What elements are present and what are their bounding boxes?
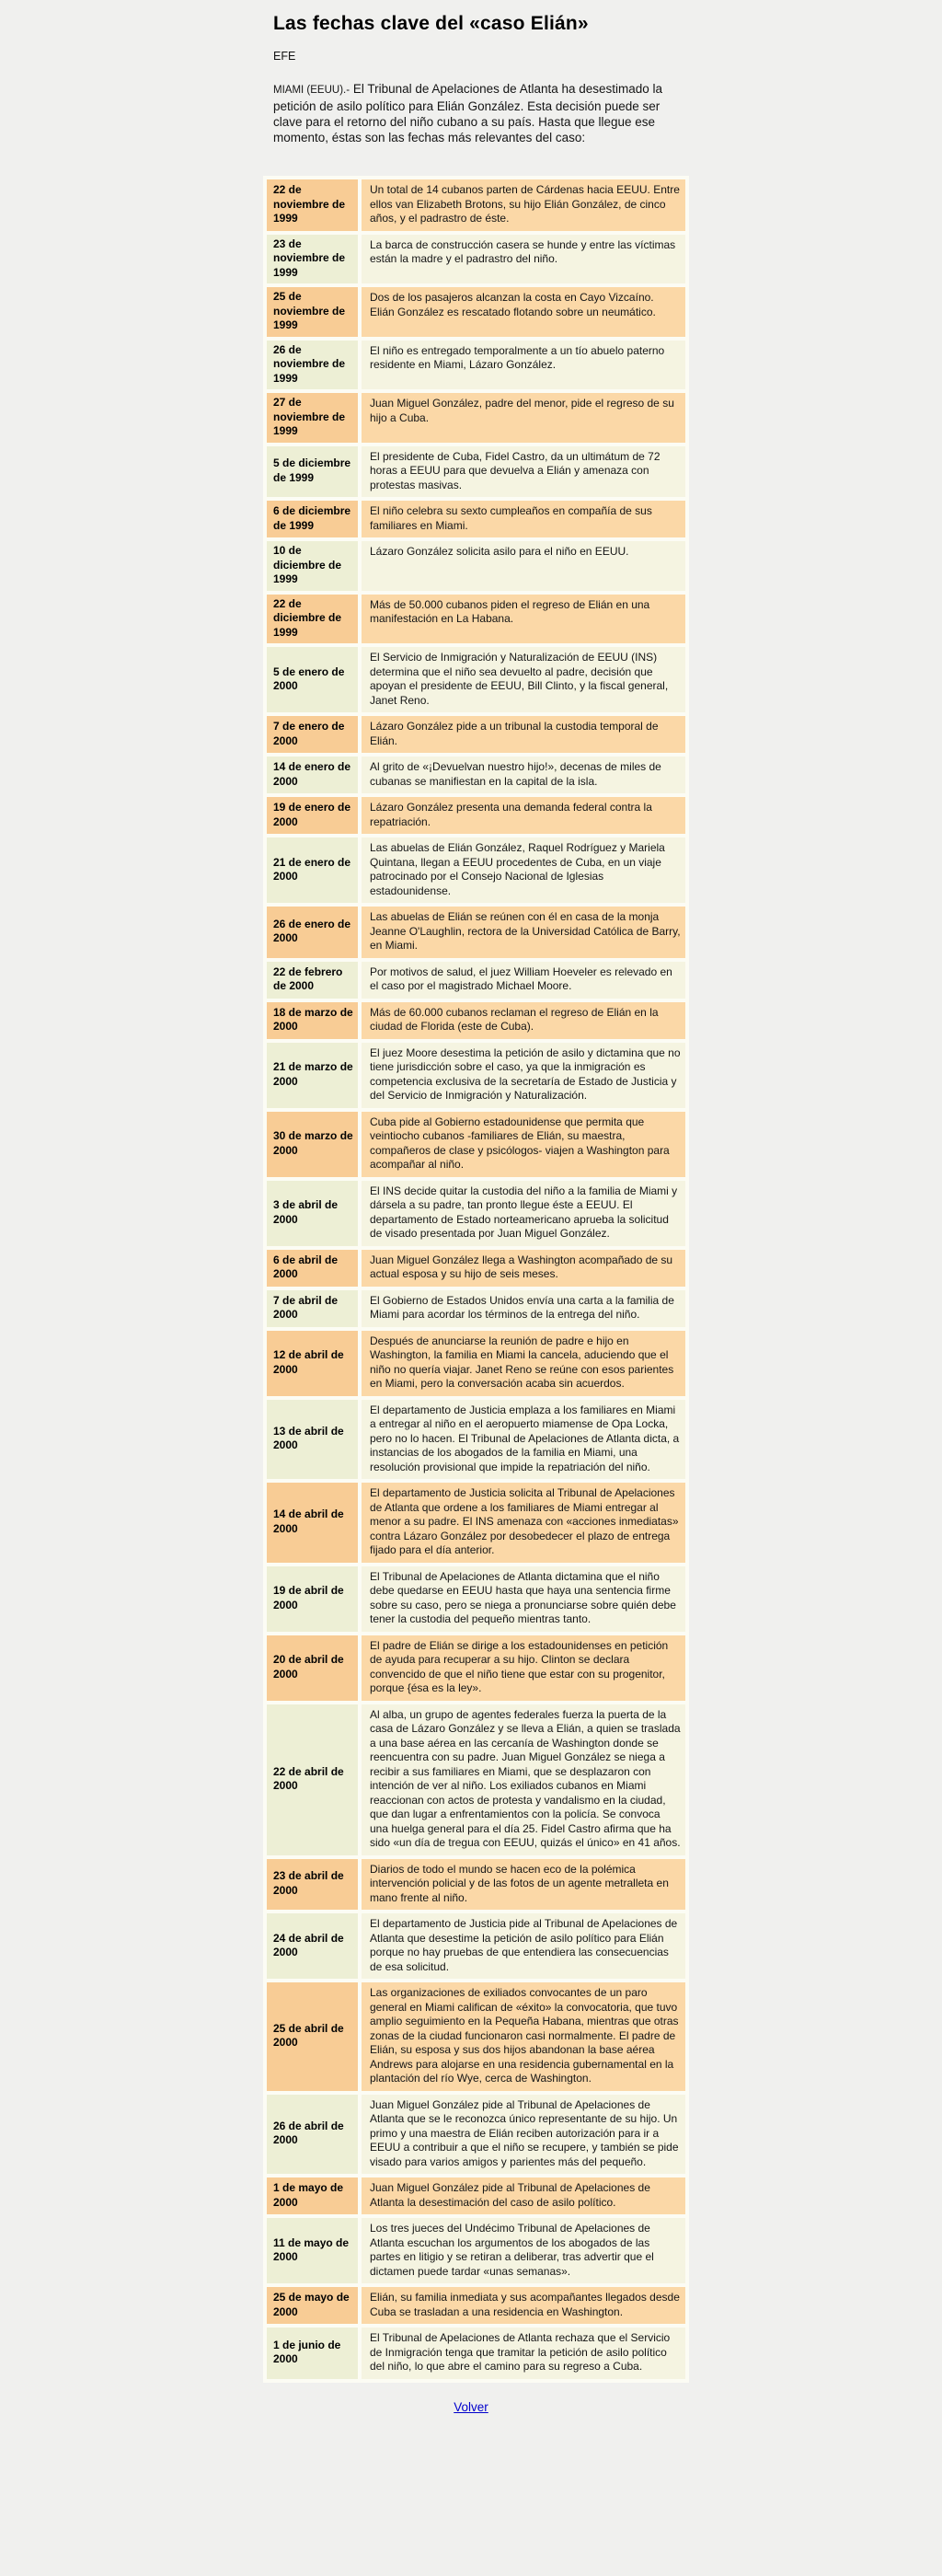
date-cell: 12 de abril de 2000	[267, 1331, 358, 1396]
table-row	[267, 1002, 685, 1039]
date-cell: 22 de noviembre de 1999	[267, 179, 358, 231]
table-row	[267, 716, 685, 753]
event-cell: El departamento de Justicia solicita al Tribunal de Apelaciones de Atlanta que ordene a los familiares de Miami entregar al menor a su padre. El INS amenaza con «acciones inmediatas» contra Lázaro González por desobedecer el plazo de entrega fijado para el día anterior.	[362, 1483, 685, 1563]
table-row	[267, 2287, 685, 2324]
event-cell: Diarios de todo el mundo se hacen eco de la polémica intervención policial y de las fotos de un agente metralleta en mano frente al niño.	[362, 1859, 685, 1911]
table-row	[267, 757, 685, 793]
byline: EFE	[273, 50, 296, 63]
date-cell: 19 de abril de 2000	[267, 1566, 358, 1632]
date-cell: 30 de marzo de 2000	[267, 1112, 358, 1177]
event-cell: El departamento de Justicia emplaza a los familiares en Miami a entregar al niño en el aeropuerto miamense de Opa Locka, pero no lo hacen. El Tribunal de Apelaciones de Atlanta dicta, a instancias de los abogados de la familia en Miami, una resolución provisional que impide la repatriación del niño.	[362, 1400, 685, 1480]
event-cell: El Servicio de Inmigración y Naturalización de EEUU (INS) determina que el niño sea devuelto al padre, decisión que apoyan el presidente de EEUU, Bill Clinto, y la fiscal general, Janet Reno.	[362, 647, 685, 712]
event-cell: Las abuelas de Elián se reúnen con él en casa de la monja Jeanne O'Laughlin, rectora de la Universidad Católica de Barry, en Miami.	[362, 907, 685, 958]
table-row	[267, 1043, 685, 1108]
date-cell: 26 de abril de 2000	[267, 2095, 358, 2175]
event-cell: Juan Miguel González, padre del menor, pide el regreso de su hijo a Cuba.	[362, 393, 685, 443]
event-cell: El INS decide quitar la custodia del niño a la familia de Miami y dársela a su padre, tan pronto llegue éste a EEUU. El departamento de Estado norteamericano aprueba la solicitud de visado presentada por Juan Miguel González.	[362, 1181, 685, 1246]
table-row	[267, 179, 685, 231]
table-row	[267, 393, 685, 443]
table-row	[267, 907, 685, 958]
table-row	[267, 501, 685, 537]
date-cell: 26 de noviembre de 1999	[267, 341, 358, 390]
event-cell: Más de 50.000 cubanos piden el regreso de Elián en una manifestación en La Habana.	[362, 595, 685, 644]
table-row	[267, 1250, 685, 1287]
date-cell: 25 de noviembre de 1999	[267, 287, 358, 337]
table-row	[267, 235, 685, 284]
timeline-body	[267, 179, 685, 2379]
event-cell: Juan Miguel González pide al Tribunal de Apelaciones de Atlanta la desestimación del caso de asilo político.	[362, 2177, 685, 2214]
table-row	[267, 2095, 685, 2175]
dateline: MIAMI (EEUU).-	[273, 85, 350, 96]
date-cell: 3 de abril de 2000	[267, 1181, 358, 1246]
table-row	[267, 962, 685, 999]
date-cell: 7 de enero de 2000	[267, 716, 358, 753]
date-cell: 13 de abril de 2000	[267, 1400, 358, 1480]
date-cell: 1 de junio de 2000	[267, 2328, 358, 2379]
table-row	[267, 1982, 685, 2091]
event-cell: El Gobierno de Estados Unidos envía una carta a la familia de Miami para acordar los términos de la entrega del niño.	[362, 1290, 685, 1327]
intro-text: El Tribunal de Apelaciones de Atlanta ha desestimado la petición de asilo político para Elián González. Esta decisión puede ser clave para el retorno del niño cubano a su país. Hasta que llegue ese momento, éstas son las fechas más relevantes del caso:	[273, 82, 663, 144]
event-cell: Las organizaciones de exiliados convocantes de un paro general en Miami califican de «éxito» la convocatoria, que tuvo amplio seguimiento en la Pequeña Habana, mientras que otras zonas de la ciudad funcionaron casi normalmente. El padre de Elián, su esposa y sus dos hijos abandonan la base aérea Andrews para alojarse en una residencia gubernamental en la plantación del río Wye, cerca de Washington.	[362, 1982, 685, 2091]
event-cell: Al alba, un grupo de agentes federales fuerza la puerta de la casa de Lázaro González y se lleva a Elián, a quien se traslada a una base aérea en las cercanía de Washington donde se reencuentra con su padre. Juan Miguel González se niega a recibir a sus familiares en Miami, que se desplazaron con intención de ver al niño. Los exiliados cubanos en Miami reaccionan con actos de protesta y vandalismo en la ciudad, que dan lugar a enfrentamientos con la policía. Se convoca una huelga general para el día 25. Fidel Castro afirma que ha sido «un día de tregua con EEUU, quizás el único» en 41 años.	[362, 1704, 685, 1855]
table-row	[267, 837, 685, 903]
date-cell: 25 de abril de 2000	[267, 1982, 358, 2091]
table-row	[267, 287, 685, 337]
article-page	[258, 13, 684, 2438]
table-row	[267, 1859, 685, 1911]
event-cell: Lázaro González solicita asilo para el niño en EEUU.	[362, 541, 685, 591]
date-cell: 22 de abril de 2000	[267, 1704, 358, 1855]
table-row	[267, 1566, 685, 1632]
event-cell: Un total de 14 cubanos parten de Cárdenas hacia EEUU. Entre ellos van Elizabeth Brotons, su hijo Elián González, de cinco años, y el padrastro de éste.	[362, 179, 685, 231]
event-cell: Lázaro González pide a un tribunal la custodia temporal de Elián.	[362, 716, 685, 753]
table-row	[267, 1913, 685, 1979]
table-row	[267, 1112, 685, 1177]
date-cell: 27 de noviembre de 1999	[267, 393, 358, 443]
date-cell: 19 de enero de 2000	[267, 797, 358, 834]
date-cell: 20 de abril de 2000	[267, 1635, 358, 1701]
table-row	[267, 2328, 685, 2379]
table-row	[267, 446, 685, 498]
table-row	[267, 1331, 685, 1396]
event-cell: El departamento de Justicia pide al Tribunal de Apelaciones de Atlanta que desestime la petición de asilo político para Elián porque no hay pruebas de que entendiera las consecuencias de esa solicitud.	[362, 1913, 685, 1979]
footer	[258, 2399, 684, 2416]
date-cell: 22 de diciembre de 1999	[267, 595, 358, 644]
date-cell: 14 de enero de 2000	[267, 757, 358, 793]
event-cell: El padre de Elián se dirige a los estadounidenses en petición de ayuda para recuperar a su hijo. Clinton se declara convencido de que el niño tiene que estar con su progenitor, porque {ésa es la ley».	[362, 1635, 685, 1701]
event-cell: Dos de los pasajeros alcanzan la costa en Cayo Vizcaíno. Elián González es rescatado flotando sobre un neumático.	[362, 287, 685, 337]
event-cell: Juan Miguel González llega a Washington acompañado de su actual esposa y su hijo de seis meses.	[362, 1250, 685, 1287]
event-cell: Cuba pide al Gobierno estadounidense que permita que veintiocho cubanos -familiares de Elián, su maestra, compañeros de clase y psicólogos- viajen a Washington para acompañar al niño.	[362, 1112, 685, 1177]
date-cell: 24 de abril de 2000	[267, 1913, 358, 1979]
date-cell: 5 de diciembre de 1999	[267, 446, 358, 498]
date-cell: 1 de mayo de 2000	[267, 2177, 358, 2214]
event-cell: Después de anunciarse la reunión de padre e hijo en Washington, la familia en Miami la cancela, aduciendo que el niño no quería viajar. Janet Reno se reúne con esos parientes en Miami, pero la conversación acaba sin acuerdos.	[362, 1331, 685, 1396]
table-row	[267, 541, 685, 591]
date-cell: 21 de enero de 2000	[267, 837, 358, 903]
table-row	[267, 647, 685, 712]
table-row	[267, 1181, 685, 1246]
date-cell: 18 de marzo de 2000	[267, 1002, 358, 1039]
table-row	[267, 1400, 685, 1480]
date-cell: 26 de enero de 2000	[267, 907, 358, 958]
event-cell: Lázaro González presenta una demanda federal contra la repatriación.	[362, 797, 685, 834]
date-cell: 6 de abril de 2000	[267, 1250, 358, 1287]
table-row	[267, 2218, 685, 2283]
table-row	[267, 2177, 685, 2214]
date-cell: 22 de febrero de 2000	[267, 962, 358, 999]
page-title: Las fechas clave del «caso Elián»	[273, 13, 589, 34]
event-cell: Los tres jueces del Undécimo Tribunal de Apelaciones de Atlanta escuchan los argumentos de los abogados de las partes en litigio y se retiran a deliberar, tras advertir que el dictamen puede tardar «unas semanas».	[362, 2218, 685, 2283]
event-cell: Las abuelas de Elián González, Raquel Rodríguez y Mariela Quintana, llegan a EEUU procedentes de Cuba, en un viaje patrocinado por el Consejo Nacional de Iglesias estadounidense.	[362, 837, 685, 903]
event-cell: El Tribunal de Apelaciones de Atlanta rechaza que el Servicio de Inmigración tenga que tramitar la petición de asilo político del niño, lo que abre el camino para su regreso a Cuba.	[362, 2328, 685, 2379]
event-cell: La barca de construcción casera se hunde y entre las víctimas están la madre y el padrastro del niño.	[362, 235, 685, 284]
table-row	[267, 1704, 685, 1855]
table-row	[267, 1290, 685, 1327]
event-cell: El juez Moore desestima la petición de asilo y dictamina que no tiene jurisdicción sobre el caso, ya que la inmigración es competencia exclusiva de la secretaría de Estado de Justicia y del Servicio de Inmigración y Naturalización.	[362, 1043, 685, 1108]
date-cell: 10 de diciembre de 1999	[267, 541, 358, 591]
table-row	[267, 797, 685, 834]
table-row	[267, 341, 685, 390]
table-row	[267, 1635, 685, 1701]
date-cell: 23 de noviembre de 1999	[267, 235, 358, 284]
event-cell: Por motivos de salud, el juez William Hoeveler es relevado en el caso por el magistrado Michael Moore.	[362, 962, 685, 999]
timeline-table	[263, 176, 689, 2383]
event-cell: El Tribunal de Apelaciones de Atlanta dictamina que el niño debe quedarse en EEUU hasta que haya una sentencia firme sobre su caso, pero se niega a pronunciarse sobre quién debe tener la custodia del pequeño mientras tanto.	[362, 1566, 685, 1632]
date-cell: 6 de diciembre de 1999	[267, 501, 358, 537]
table-row	[267, 595, 685, 644]
volver-link[interactable]: Volver	[454, 2399, 488, 2414]
date-cell: 5 de enero de 2000	[267, 647, 358, 712]
date-cell: 11 de mayo de 2000	[267, 2218, 358, 2283]
event-cell: Juan Miguel González pide al Tribunal de Apelaciones de Atlanta que se le reconozca único representante de su hijo. Un primo y una maestra de Elián reciben autorización para ir a EEUU a contribuir a que el niño se recupere, y también se pide visado para varios amigos y parientes más del pequeño.	[362, 2095, 685, 2175]
event-cell: Elián, su familia inmediata y sus acompañantes llegados desde Cuba se trasladan a una residencia en Washington.	[362, 2287, 685, 2324]
event-cell: El presidente de Cuba, Fidel Castro, da un ultimátum de 72 horas a EEUU para que devuelva a Elián y amenaza con protestas masivas.	[362, 446, 685, 498]
date-cell: 7 de abril de 2000	[267, 1290, 358, 1327]
event-cell: El niño es entregado temporalmente a un tío abuelo paterno residente en Miami, Lázaro González.	[362, 341, 685, 390]
table-row	[267, 1483, 685, 1563]
event-cell: El niño celebra su sexto cumpleaños en compañía de sus familiares en Miami.	[362, 501, 685, 537]
date-cell: 23 de abril de 2000	[267, 1859, 358, 1911]
event-cell: Más de 60.000 cubanos reclaman el regreso de Elián en la ciudad de Florida (este de Cuba).	[362, 1002, 685, 1039]
date-cell: 25 de mayo de 2000	[267, 2287, 358, 2324]
event-cell: Al grito de «¡Devuelvan nuestro hijo!», decenas de miles de cubanas se manifiestan en la capital de la isla.	[362, 757, 685, 793]
date-cell: 21 de marzo de 2000	[267, 1043, 358, 1108]
intro-paragraph	[273, 81, 678, 145]
date-cell: 14 de abril de 2000	[267, 1483, 358, 1563]
